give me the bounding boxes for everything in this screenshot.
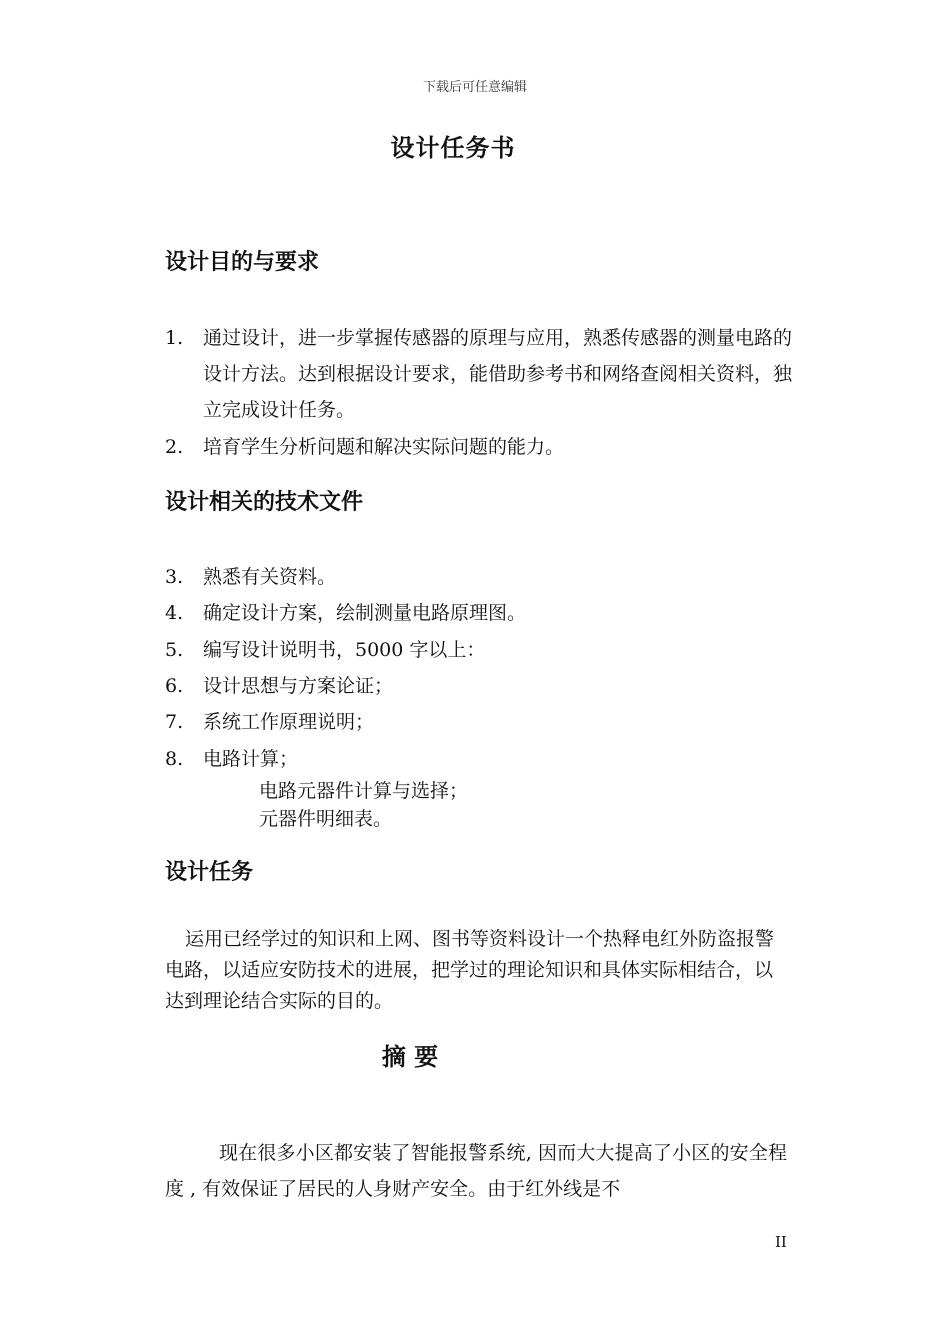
- list-item-text: 系统工作原理说明；: [203, 711, 375, 733]
- list-item-number: 8.: [165, 748, 184, 770]
- list-item-text: 编写设计说明书，5000 字以上：: [203, 639, 486, 661]
- list-item-text: 设计思想与方案论证；: [203, 675, 394, 697]
- list-item-number: 4.: [165, 602, 184, 624]
- list-item-number: 5.: [165, 639, 184, 661]
- abstract-title: 摘 要: [381, 1043, 439, 1071]
- page-number: II: [775, 1233, 787, 1251]
- document-title: 设计任务书: [390, 134, 516, 162]
- list-item-text: 熟悉有关资料。: [203, 566, 337, 588]
- sub-list-item: 电路元器件计算与选择；: [259, 780, 469, 802]
- list-item-text: 电路计算；: [203, 748, 299, 770]
- section-heading-technical-files: 设计相关的技术文件: [165, 490, 364, 515]
- list-item-number: 2.: [165, 436, 184, 458]
- section-heading-task: 设计任务: [165, 860, 254, 885]
- sub-list-item: 元器件明细表。: [259, 808, 393, 830]
- list-item-number: 1.: [165, 327, 184, 349]
- list-item-number: 6.: [165, 675, 184, 697]
- list-item-text: 通过设计，进一步掌握传感器的原理与应用，熟悉传感器的测量电路的设计方法。达到根据设计要求，能借助参考书和网络查阅相关资料，独立完成设计任务。: [203, 327, 793, 421]
- page-header-note: 下载后可任意编辑: [422, 80, 527, 95]
- list-item-number: 3.: [165, 566, 184, 588]
- list-item-number: 7.: [165, 711, 184, 733]
- list-item-text: 培育学生分析问题和解决实际问题的能力。: [203, 436, 565, 458]
- list-item-text: 确定设计方案，绘制测量电路原理图。: [203, 602, 527, 624]
- abstract-body: 现在很多小区都安装了智能报警系统, 因而大大提高了小区的安全程度 , 有效保证了居民的人身财产安全。由于红外线是不: [165, 1142, 787, 1200]
- section-heading-purpose: 设计目的与要求: [165, 250, 320, 275]
- task-paragraph: 运用已经学过的知识和上网、图书等资料设计一个热释电红外防盗报警电路，以适应安防技术的进展，把学过的理论知识和具体实际相结合，以达到理论结合实际的目的。: [165, 928, 775, 1012]
